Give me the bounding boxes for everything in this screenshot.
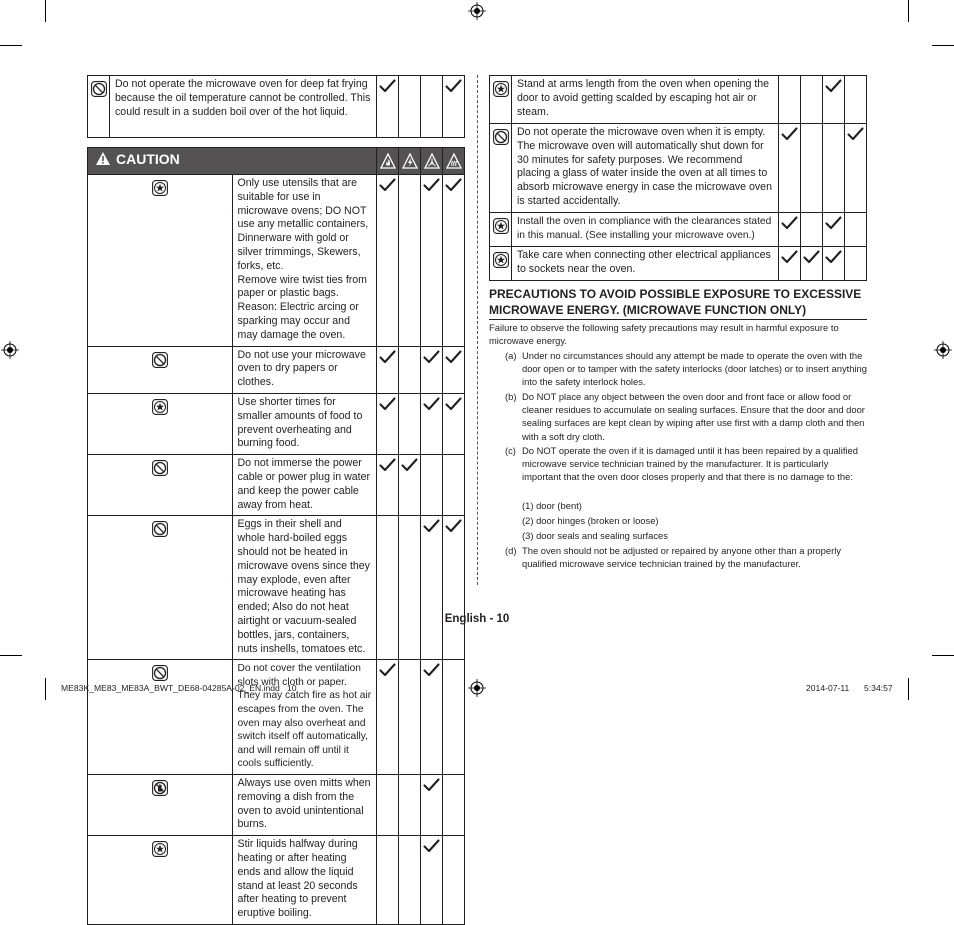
prohibited-icon xyxy=(152,352,168,368)
left-top-table xyxy=(87,75,465,138)
page-number: English - 10 xyxy=(444,613,510,625)
check-cell xyxy=(443,393,465,454)
check-cell xyxy=(421,516,443,660)
checkmark-icon xyxy=(423,839,440,853)
check-cell xyxy=(823,124,845,213)
precautions-intro: Failure to observe the following safety precautions may result in harmful exposure to microwave energy. xyxy=(489,322,839,346)
star-icon xyxy=(152,399,168,415)
check-cell xyxy=(801,213,823,247)
table-row xyxy=(490,247,867,281)
table-row xyxy=(88,516,465,660)
row-text: Do not operate the microwave oven when it is empty. The microwave oven will automatically shut down for 30 minutes for safety purposes. We recommend placing a glass of water inside the oven at all times to absorb microwave energy in case the microwave oven is started accidentally. xyxy=(512,124,779,213)
check-cell xyxy=(443,346,465,393)
caution-title-cell xyxy=(88,148,377,175)
precaution-item-d: (d) The oven should not be adjusted or repaired by anyone other than a properly qualified microwave service technician trained by the manufacturer. xyxy=(505,545,841,570)
subitem-door: (1) door (bent) xyxy=(522,500,582,511)
check-cell xyxy=(421,836,443,925)
checkmark-icon xyxy=(781,127,798,141)
row-icon-cell xyxy=(88,76,110,138)
star-icon xyxy=(152,180,168,196)
check-cell xyxy=(377,455,399,516)
checkmark-icon xyxy=(847,127,864,141)
caution-title: CAUTION xyxy=(116,150,180,167)
check-cell xyxy=(779,247,801,281)
check-cell xyxy=(443,516,465,660)
hazard-cell xyxy=(443,148,465,175)
check-cell xyxy=(845,213,867,247)
right-table xyxy=(489,75,867,281)
heading-rule xyxy=(489,319,867,320)
check-cell xyxy=(801,247,823,281)
check-cell xyxy=(443,175,465,347)
check-cell xyxy=(399,393,421,454)
check-cell xyxy=(779,76,801,124)
checkmark-icon xyxy=(445,519,462,533)
checkmark-icon xyxy=(423,519,440,533)
check-cell xyxy=(399,455,421,516)
electric-shock-icon xyxy=(402,153,418,169)
table-row xyxy=(88,775,465,836)
crop-mark xyxy=(0,655,22,656)
check-cell xyxy=(421,76,443,138)
check-cell xyxy=(845,124,867,213)
slug-time: 5:34:57 xyxy=(864,683,893,693)
checkmark-icon xyxy=(423,778,440,792)
check-cell xyxy=(377,76,399,138)
row-text: Do not operate the microwave oven for deep fat frying because the oil temperature cannot be controlled. This could result in a sudden boil over of the hot liquid. xyxy=(110,76,377,138)
hazard-cell xyxy=(399,148,421,175)
check-cell xyxy=(377,836,399,925)
table-row xyxy=(88,393,465,454)
prohibited-icon xyxy=(152,521,168,537)
microwave-radiation-icon xyxy=(424,153,440,169)
row-text: Install the oven in compliance with the clearances stated in this manual. (See installing your microwave oven.) xyxy=(512,213,779,247)
check-cell xyxy=(377,775,399,836)
checkmark-icon xyxy=(379,79,396,93)
check-cell xyxy=(421,175,443,347)
precaution-item-a: (a) Under no circumstances should any attempt be made to operate the oven with the door open or to tamper with the safety interlocks (door latches) or to insert anything into the safety interlock holes. xyxy=(505,350,867,388)
checkmark-icon xyxy=(445,350,462,364)
crop-mark xyxy=(45,678,46,700)
prohibited-icon xyxy=(91,81,107,97)
precautions-heading: PRECAUTIONS TO AVOID POSSIBLE EXPOSURE TO EXCESSIVE MICROWAVE ENERGY. (MICROWAVE FUNCTION ONLY) xyxy=(489,287,862,317)
hazard-cell xyxy=(377,148,399,175)
row-text: Always use oven mitts when removing a dish from the oven to avoid unintentional burns. xyxy=(232,775,377,836)
checkmark-icon xyxy=(445,397,462,411)
row-text: Do not cover the ventilation slots with cloth or paper. They may catch fire as hot air escapes from the oven. The oven may also overheat and switch itself off automatically, and will remain off until it cools sufficiently. xyxy=(232,660,377,775)
crop-mark xyxy=(932,655,954,656)
checkmark-icon xyxy=(379,663,396,677)
table-row xyxy=(88,346,465,393)
check-cell xyxy=(443,455,465,516)
prohibited-icon xyxy=(493,129,509,145)
checkmark-icon xyxy=(379,178,396,192)
check-cell xyxy=(399,346,421,393)
precaution-item-b: (b) Do NOT place any object between the oven door and front face or allow food or cleaner residues to accumulate on sealing surfaces. Ensure that the door and door sealing surfaces are kept clean by wiping after use first with a damp cloth and then with a soft dry cloth. xyxy=(505,391,865,442)
row-text: Take care when connecting other electrical appliances to sockets near the oven. xyxy=(512,247,779,281)
check-cell xyxy=(779,124,801,213)
fire-hazard-icon xyxy=(380,153,396,169)
check-cell xyxy=(377,393,399,454)
registration-mark-icon xyxy=(468,2,486,20)
check-cell xyxy=(421,660,443,775)
row-text: Do not immerse the power cable or power plug in water and keep the power cable away from heat. xyxy=(232,455,377,516)
checkmark-icon xyxy=(445,178,462,192)
check-cell xyxy=(845,76,867,124)
checkmark-icon xyxy=(423,397,440,411)
check-cell xyxy=(443,76,465,138)
check-cell xyxy=(779,213,801,247)
table-row xyxy=(88,175,465,347)
registration-mark-icon xyxy=(468,679,486,697)
prohibited-icon xyxy=(152,665,168,681)
check-cell xyxy=(377,516,399,660)
check-cell xyxy=(421,455,443,516)
table-row xyxy=(88,836,465,925)
checkmark-icon xyxy=(423,663,440,677)
check-cell xyxy=(399,836,421,925)
row-text: Eggs in their shell and whole hard-boiled eggs should not be heated in microwave ovens since they may explode, even after microwave heating has ended; Also do not heat airtight or vacuum-sealed bottles, jars, containers, nuts inshells, tomatoes etc. xyxy=(232,516,377,660)
registration-mark-icon xyxy=(934,341,952,359)
row-text: Do not use your microwave oven to dry papers or clothes. xyxy=(232,346,377,393)
check-cell xyxy=(823,76,845,124)
slug-date: 2014-07-11 xyxy=(806,683,850,693)
crop-mark xyxy=(0,45,22,46)
check-cell xyxy=(823,247,845,281)
checkmark-icon xyxy=(423,350,440,364)
caution-header xyxy=(88,148,465,175)
check-cell xyxy=(399,660,421,775)
check-cell xyxy=(377,175,399,347)
star-icon xyxy=(493,218,509,234)
check-cell xyxy=(443,775,465,836)
registration-mark-icon xyxy=(1,341,19,359)
checkmark-icon xyxy=(781,250,798,264)
crop-mark xyxy=(908,678,909,700)
crop-mark xyxy=(45,0,46,22)
check-cell xyxy=(399,775,421,836)
row-text: Use shorter times for smaller amounts of food to prevent overheating and burning food. xyxy=(232,393,377,454)
table-row xyxy=(490,124,867,213)
no-touch-icon xyxy=(152,780,168,796)
check-cell xyxy=(823,213,845,247)
check-cell xyxy=(801,124,823,213)
check-cell xyxy=(421,775,443,836)
checkmark-icon xyxy=(803,250,820,264)
column-divider xyxy=(477,75,478,585)
checkmark-icon xyxy=(825,250,842,264)
table-row xyxy=(490,213,867,247)
checkmark-icon xyxy=(379,397,396,411)
caution-table xyxy=(87,147,465,925)
table-row xyxy=(88,455,465,516)
hazard-cell xyxy=(421,148,443,175)
row-text: Only use utensils that are suitable for use in microwave ovens; DO NOT use any metallic containers, Dinnerware with gold or silver trimmings, Skewers, forks, etc. Remove wire twist ties from paper or plastic bags. Reason: Electric arcing or sparking may occur and may damage the oven. xyxy=(232,175,377,347)
subitem-seals: (3) door seals and sealing surfaces xyxy=(522,530,668,541)
table-row xyxy=(88,76,465,138)
check-cell xyxy=(399,175,421,347)
check-cell xyxy=(399,516,421,660)
file-name: ME83K_ME83_ME83A_BWT_DE68-04285A-02_EN.indd 10 xyxy=(61,683,297,693)
checkmark-icon xyxy=(825,79,842,93)
check-cell xyxy=(845,247,867,281)
table-row xyxy=(88,660,465,775)
warning-icon xyxy=(95,151,111,166)
checkmark-icon xyxy=(423,178,440,192)
star-icon xyxy=(493,252,509,268)
burn-hazard-icon xyxy=(446,153,462,169)
crop-mark xyxy=(908,0,909,22)
checkmark-icon xyxy=(781,216,798,230)
check-cell xyxy=(399,76,421,138)
check-cell xyxy=(801,76,823,124)
checkmark-icon xyxy=(379,458,396,472)
star-icon xyxy=(152,841,168,857)
check-cell xyxy=(443,660,465,775)
checkmark-icon xyxy=(445,79,462,93)
subitem-hinges: (2) door hinges (broken or loose) xyxy=(522,515,659,526)
check-cell xyxy=(377,346,399,393)
row-text: Stand at arms length from the oven when opening the door to avoid getting scalded by escaping hot air or steam. xyxy=(512,76,779,124)
row-text: Stir liquids halfway during heating or after heating ends and allow the liquid stand at least 20 seconds after heating to prevent eruptive boiling. xyxy=(232,836,377,925)
checkmark-icon xyxy=(401,458,418,472)
prohibited-icon xyxy=(152,460,168,476)
check-cell xyxy=(421,346,443,393)
table-row xyxy=(490,76,867,124)
crop-mark xyxy=(932,45,954,46)
check-cell xyxy=(421,393,443,454)
checkmark-icon xyxy=(825,216,842,230)
check-cell xyxy=(443,836,465,925)
star-icon xyxy=(493,81,509,97)
check-cell xyxy=(377,660,399,775)
checkmark-icon xyxy=(379,350,396,364)
precaution-item-c: (c) Do NOT operate the oven if it is damaged until it has been repaired by a qualified microwave service technician trained by the manufacturer. It is particularly important that the oven door closes properly and that there is no damage to the: xyxy=(505,445,858,483)
